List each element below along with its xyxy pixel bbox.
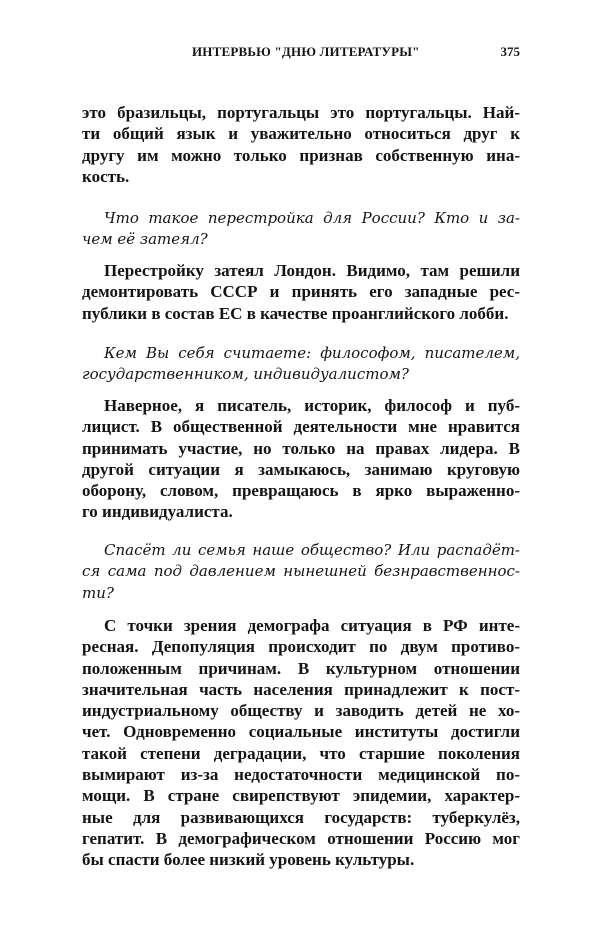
- text-line: Спасёт ли семья наше общество? Или распадёт-: [104, 541, 520, 559]
- text-line: чет. Одновременно социальные институты достигли: [82, 722, 520, 742]
- text-line: другу им можно только признав собственную ина-: [82, 145, 520, 165]
- text-line: ные для развивающихся государств: туберкулёз,: [82, 807, 520, 827]
- text-line: лицист. В общественной деятельности мне нравится: [82, 417, 520, 437]
- text-line: индустриальному обществу и заводить детей не хо-: [82, 701, 520, 721]
- text-line: С точки зрения демографа ситуация в РФ инте-: [104, 616, 520, 635]
- text-line: другой ситуации я замыкаюсь, занимаю круговую: [82, 459, 520, 479]
- text-line: ся сама под давлением нынешней безнравственнос-: [82, 562, 520, 581]
- text-line: Наверное, я писатель, историк, философ и пуб-: [104, 396, 520, 415]
- text-line: значительная часть населения принадлежит к пост-: [82, 679, 520, 699]
- interview-answer: [82, 260, 520, 324]
- text-line: оборону, словом, превращаюсь в ярко выраженно-: [82, 481, 520, 501]
- text-line: ресная. Депопуляция происходит по двум противо-: [82, 637, 520, 657]
- text-line: принимать участие, но только на правах лидера. В: [82, 438, 520, 458]
- running-header-title: ИНТЕРВЬЮ "ДНЮ ЛИТЕРАТУРЫ": [192, 44, 420, 59]
- text-line: государственником, индивидуалистом?: [82, 365, 409, 384]
- text-line: Кем Вы себя считаете: философом, писателем,: [104, 344, 520, 362]
- text-line: мощи. В стране свирепствуют эпидемии, характер-: [82, 786, 520, 806]
- text-line: Перестройку затеял Лондон. Видимо, там решили: [104, 261, 520, 280]
- text-line: го индивидуалиста.: [82, 502, 233, 522]
- interview-question: [82, 208, 520, 251]
- interview-answer: [82, 102, 520, 187]
- interview-question: [82, 540, 520, 604]
- text-line: положенным причинам. В культурном отношении: [82, 658, 520, 678]
- text-line: кость.: [82, 166, 130, 186]
- text-line: бы спасти более низкий уровень культуры.: [82, 850, 415, 870]
- interview-answer: [82, 615, 520, 871]
- text-line: чем её затеял?: [82, 230, 208, 249]
- text-line: такой степени деградации, что старшие поколения: [82, 743, 520, 763]
- text-line: это бразильцы, португальцы это португальцы. Най-: [82, 103, 520, 122]
- text-line: ти?: [82, 583, 114, 602]
- text-line: ти общий язык и уважительно относиться друг к: [82, 124, 520, 144]
- interview-question: [82, 343, 520, 386]
- text-line: вымирают из-за недостаточности медицинской по-: [82, 765, 520, 785]
- text-line: демонтировать СССР и принять его западные рес-: [82, 282, 520, 302]
- text-line: Что такое перестройка для России? Кто и за-: [104, 209, 520, 227]
- text-line: публики в состав ЕС в качестве проанглийского лобби.: [82, 303, 509, 323]
- page-number: 375: [500, 44, 520, 59]
- interview-answer: [82, 395, 520, 523]
- text-line: гепатит. В демографическом отношении Россию мог: [82, 828, 520, 848]
- running-header: [82, 44, 520, 64]
